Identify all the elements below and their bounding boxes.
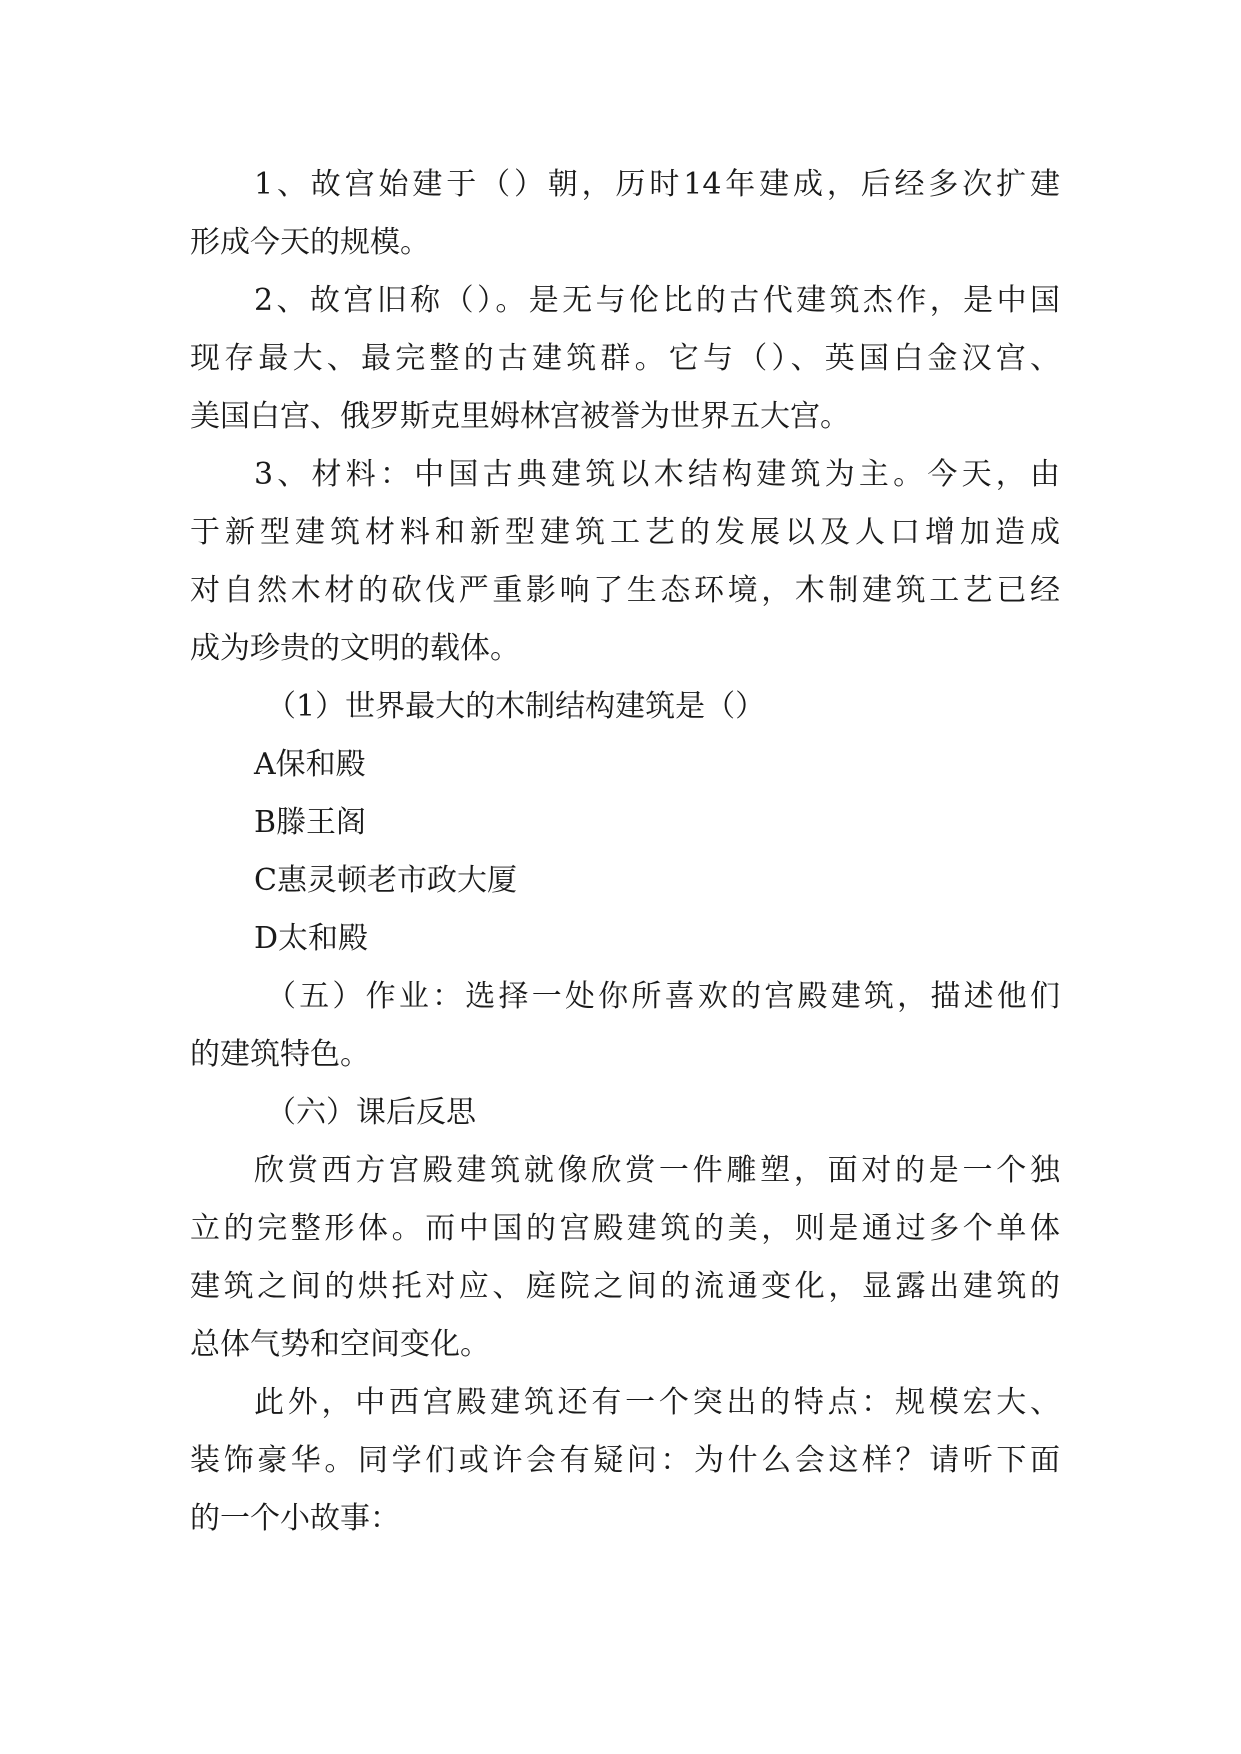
option-c: C惠灵顿老市政大厦 [254, 863, 517, 898]
reflection-para-1-line-1: 欣赏西方宫殿建筑就像欣赏一件雕塑，面对的是一个独 [254, 1153, 1060, 1188]
reflection-para-2-line-2: 装饰豪华。同学们或许会有疑问：为什么会这样？请听下面 [190, 1443, 1060, 1478]
question-1-line-2: 形成今天的规模。 [190, 225, 430, 260]
option-d: D太和殿 [254, 921, 369, 956]
reflection-para-2-line-3: 的一个小故事： [190, 1501, 400, 1536]
reflection-para-2-line-1: 此外，中西宫殿建筑还有一个突出的特点：规模宏大、 [254, 1385, 1060, 1420]
question-3-line-3: 对自然木材的砍伐严重影响了生态环境，木制建筑工艺已经 [190, 573, 1060, 608]
homework-line-1: （五）作业：选择一处你所喜欢的宫殿建筑，描述他们 [266, 979, 1060, 1014]
question-2-line-3: 美国白宫、俄罗斯克里姆林宫被誉为世界五大宫。 [190, 399, 850, 434]
question-2-line-1: 2、故宫旧称（）。是无与伦比的古代建筑杰作，是中国 [254, 283, 1060, 318]
reflection-para-1-line-3: 建筑之间的烘托对应、庭院之间的流通变化，显露出建筑的 [190, 1269, 1060, 1304]
sub-question-1: （1）世界最大的木制结构建筑是（） [266, 689, 766, 724]
question-3-line-2: 于新型建筑材料和新型建筑工艺的发展以及人口增加造成 [190, 515, 1060, 550]
reflection-para-1-line-2: 立的完整形体。而中国的宫殿建筑的美，则是通过多个单体 [190, 1211, 1060, 1246]
reflection-para-1-line-4: 总体气势和空间变化。 [190, 1327, 490, 1362]
question-3-line-4: 成为珍贵的文明的载体。 [190, 631, 520, 666]
question-3-line-1: 3、材料：中国古典建筑以木结构建筑为主。今天，由 [254, 457, 1060, 492]
option-a: A保和殿 [254, 747, 366, 782]
option-b: B滕王阁 [254, 805, 367, 840]
question-1-line-1: 1、故宫始建于（）朝，历时14年建成，后经多次扩建 [254, 167, 1060, 202]
homework-line-2: 的建筑特色。 [190, 1037, 370, 1072]
question-2-line-2: 现存最大、最完整的古建筑群。它与（）、英国白金汉宫、 [190, 341, 1060, 376]
reflection-heading: （六）课后反思 [266, 1095, 476, 1130]
document-body [190, 156, 1060, 1548]
